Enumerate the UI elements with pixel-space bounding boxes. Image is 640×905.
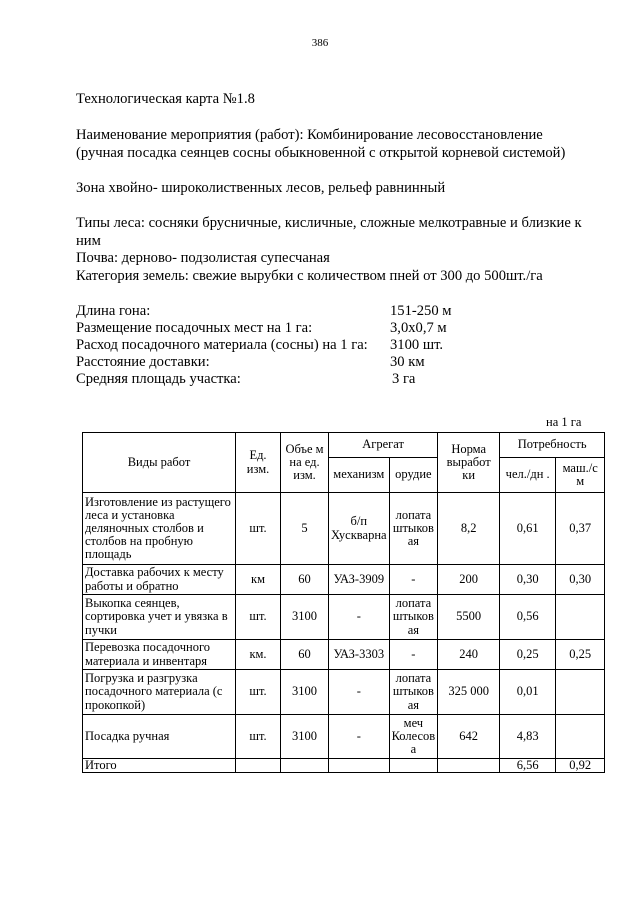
param-label: Расход посадочного материала (сосны) на 1 га: [76, 337, 368, 353]
cell-volume: 60 [281, 640, 329, 670]
cell-empty [389, 759, 438, 773]
cell-machine-shifts [556, 670, 605, 715]
header-mechanism: механизм [329, 458, 390, 493]
cell-empty [281, 759, 329, 773]
forest-types-line-1: Типы леса: сосняки брусничные, кисличные, сложные мелкотравные и близкие к [76, 215, 582, 231]
param-label: Расстояние доставки: [76, 354, 210, 370]
param-value: 3,0х0,7 м [390, 320, 447, 336]
param-value: 3 га [392, 371, 416, 387]
cell-work: Выкопка сеянцев, сортировка учет и увязка в пучки [83, 595, 236, 640]
cell-unit: шт. [236, 493, 281, 565]
cell-unit: шт. [236, 595, 281, 640]
header-man-days: чел./дн . [500, 458, 556, 493]
cell-mechanism: б/п Хускварна [329, 493, 390, 565]
header-aggregate: Агрегат [329, 433, 438, 458]
header-norm: Норма выработ ки [438, 433, 500, 493]
header-need: Потребность [500, 433, 605, 458]
cell-work: Посадка ручная [83, 715, 236, 759]
cell-volume: 5 [281, 493, 329, 565]
forest-types-line-2: ним [76, 233, 101, 249]
cell-man-days: 0,30 [500, 565, 556, 595]
cell-mechanism: - [329, 670, 390, 715]
cell-man-days: 4,83 [500, 715, 556, 759]
table-row [83, 715, 605, 759]
table-row [83, 670, 605, 715]
cell-norm: 200 [438, 565, 500, 595]
work-table [82, 432, 605, 773]
header-work-types: Виды работ [83, 433, 236, 493]
land-category-line: Категория земель: свежие вырубки с количеством пней от 300 до 500шт./га [76, 268, 543, 284]
cell-volume: 60 [281, 565, 329, 595]
cell-work: Перевозка посадочного материала и инвентаря [83, 640, 236, 670]
header-unit: Ед. изм. [236, 433, 281, 493]
cell-volume: 3100 [281, 670, 329, 715]
doc-title: Технологическая карта №1.8 [76, 91, 255, 107]
header-tool: орудие [389, 458, 438, 493]
param-value: 151-250 м [390, 303, 452, 319]
page-number: 386 [311, 37, 329, 49]
cell-unit: шт. [236, 715, 281, 759]
cell-tool: лопата штыков ая [389, 493, 438, 565]
cell-unit: км. [236, 640, 281, 670]
cell-man-days: 0,56 [500, 595, 556, 640]
cell-norm: 240 [438, 640, 500, 670]
cell-norm: 8,2 [438, 493, 500, 565]
cell-tool: лопата штыков ая [389, 670, 438, 715]
cell-mechanism: УАЗ-3909 [329, 565, 390, 595]
table-row [83, 493, 605, 565]
header-volume: Объе м на ед. изм. [281, 433, 329, 493]
cell-mechanism: - [329, 715, 390, 759]
measure-line-2: (ручная посадка сеянцев сосны обыкновенной с открытой корневой системой) [76, 145, 566, 161]
cell-volume: 3100 [281, 715, 329, 759]
table-unit-note: на 1 га [546, 415, 582, 429]
table-row [83, 595, 605, 640]
param-label: Размещение посадочных мест на 1 га: [76, 320, 313, 336]
cell-tool: - [389, 640, 438, 670]
cell-man-days: 0,01 [500, 670, 556, 715]
cell-tool: лопата штыков ая [389, 595, 438, 640]
cell-norm: 325 000 [438, 670, 500, 715]
table-row [83, 565, 605, 595]
cell-work: Изготовление из растущего леса и установка деляночных столбов и столбов на пробную площадь [83, 493, 236, 565]
cell-machine-shifts: 0,37 [556, 493, 605, 565]
cell-work: Погрузка и разгрузка посадочного материала (с прокопкой) [83, 670, 236, 715]
cell-volume: 3100 [281, 595, 329, 640]
cell-man-days: 0,25 [500, 640, 556, 670]
cell-machine-shifts [556, 715, 605, 759]
measure-line-1: Наименование мероприятия (работ): Комбинирование лесовосстановление [76, 127, 543, 143]
zone-line: Зона хвойно- широколиственных лесов, рельеф равнинный [76, 180, 446, 196]
cell-total-machine-shifts: 0,92 [556, 759, 605, 773]
cell-norm: 642 [438, 715, 500, 759]
soil-line: Почва: дерново- подзолистая супесчаная [76, 250, 330, 266]
param-value: 3100 шт. [390, 337, 444, 353]
cell-empty [329, 759, 390, 773]
table-row [83, 640, 605, 670]
cell-machine-shifts: 0,25 [556, 640, 605, 670]
cell-tool: - [389, 565, 438, 595]
param-value: 30 км [390, 354, 425, 370]
cell-total-man-days: 6,56 [500, 759, 556, 773]
cell-machine-shifts: 0,30 [556, 565, 605, 595]
cell-mechanism: УАЗ-3303 [329, 640, 390, 670]
cell-empty [236, 759, 281, 773]
cell-work: Доставка рабочих к месту работы и обратно [83, 565, 236, 595]
cell-machine-shifts [556, 595, 605, 640]
cell-norm: 5500 [438, 595, 500, 640]
cell-empty [438, 759, 500, 773]
table-total-row [83, 759, 605, 773]
param-label: Длина гона: [76, 303, 151, 319]
param-label: Средняя площадь участка: [76, 371, 241, 387]
cell-tool: меч Колесов а [389, 715, 438, 759]
cell-total-label: Итого [83, 759, 236, 773]
header-machine-shifts: маш./с м [556, 458, 605, 493]
cell-unit: шт. [236, 670, 281, 715]
cell-unit: км [236, 565, 281, 595]
cell-man-days: 0,61 [500, 493, 556, 565]
cell-mechanism: - [329, 595, 390, 640]
